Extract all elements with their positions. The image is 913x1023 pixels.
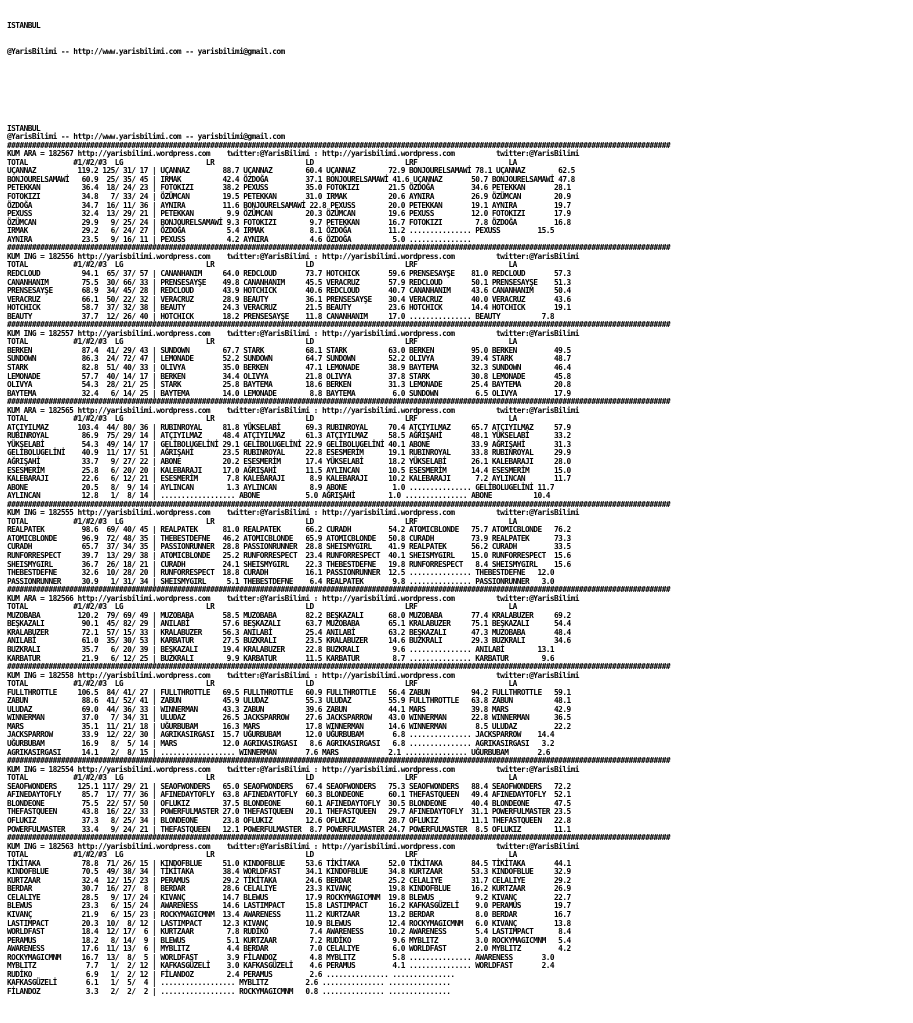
report-document xyxy=(7,5,907,1017)
spacer xyxy=(7,99,907,108)
report-line: ÖZDOĞA 34.7 16/ 11/ 36 | AYNIRA 11.6 BONJOURELSAMAWİ 22.8 PEXUSS 20.0 PETEKKAN 19.1 AYNIRA 19.7 xyxy=(7,200,571,210)
report-line: TOTAL #1/#2/#3 LG LR LD LRF LA xyxy=(7,414,517,424)
report-line: KUM ARA = 182565 http://yarisbilimi.wordpress.com twitter:@YarisBilimi : http://yarisbilimi.wordpress.com twitter:@YarisBilimi xyxy=(7,405,579,415)
report-line: ################################################################################################################################################################ xyxy=(7,833,671,843)
report-line: AĞRIŞAHİ 33.7 9/ 27/ 22 | ABONE 20.2 ESESMERİM 17.4 YÜKSELABİ 18.2 YÜKSELABİ 26.1 KALEBARAJI 28.0 xyxy=(7,456,571,466)
report-line: AYNIRA 23.5 9/ 16/ 11 | PEXUSS 4.2 AYNIRA 4.6 ÖZDOĞA 5.0 ............... xyxy=(7,234,472,244)
header-city: ISTANBUL xyxy=(7,21,41,31)
report-body xyxy=(7,125,907,997)
report-line: MYBLITZ 7.7 1/ 2/ 12 | KAFKASGÜZELİ 3.0 KAFKASGÜZELİ 4.6 PERAMUS 4.1 ............... WORLDFAST 2.4 xyxy=(7,961,555,971)
report-line: CELALIYE 28.5 9/ 17/ 24 | KIVANÇ 14.7 BLEWUS 17.9 ROCKYMAGICMNM 19.8 BLEWUS 9.2 KIVANÇ 22.7 xyxy=(7,892,571,902)
report-line: UĞURBUBAM 16.9 8/ 5/ 14 | MARS 12.0 AGRIKASIRGASI 8.6 AGRIKASIRGASI 6.8 ............... AGRIKASIRGASI 3.2 xyxy=(7,739,555,749)
report-line: IRMAK 29.2 6/ 24/ 27 | ÖZDOĞA 5.4 IRMAK 8.1 ÖZDOĞA 11.2 ............... PEXUSS 15.5 xyxy=(7,226,555,236)
report-line: PASSIONRUNNER 30.9 1/ 31/ 34 | SHEISMYGIRL 5.1 THEBESTDEFNE 6.4 REALPATEK 9.8 ............... PASSIONRUNNER 3.0 xyxy=(7,576,555,586)
report-line: RUDİKO 6.9 1/ 2/ 12 | FİLANDOZ 2.4 PERAMUS 2.6 ............... ............... xyxy=(7,969,455,979)
report-line: SUNDOWN 86.3 24/ 72/ 47 | LEMONADE 52.2 SUNDOWN 64.7 SUNDOWN 52.2 OLIVYA 39.4 STARK 48.7 xyxy=(7,354,571,364)
report-line: STARK 82.8 51/ 40/ 33 | OLIVYA 35.0 BERKEN 47.1 LEMONADE 38.9 BAYTEMA 32.3 SUNDOWN 46.4 xyxy=(7,362,571,372)
report-line: AYLINCAN 12.8 1/ 8/ 14 | .................. ABONE 5.0 AĞRIŞAHİ 1.0 ............... ABONE 10.4 xyxy=(7,491,550,501)
report-line: TOTAL #1/#2/#3 LG LR LD LRF LA xyxy=(7,157,517,167)
report-line: ULUDAZ 69.0 44/ 36/ 33 | WINNERMAN 43.3 ZABUN 39.6 ZABUN 44.1 MARS 39.8 MARS 42.9 xyxy=(7,704,571,714)
report-line: POWERFULMASTER 33.4 9/ 24/ 21 | THEFASTQUEEN 12.1 POWERFULMASTER 8.7 POWERFULMASTER 24.7 POWERFULMASTER 8.5 OFLUKIZ 11.1 xyxy=(7,824,571,834)
report-line: BLONDEONE 75.5 22/ 57/ 50 | OFLUKIZ 37.5 BLONDEONE 60.1 AFINEDAYTOFLY 30.5 BLONDEONE 40.4 BLONDEONE 47.5 xyxy=(7,798,571,808)
report-line: PEXUSS 32.4 13/ 29/ 21 | PETEKKAN 9.9 ÖZÜMCAN 20.3 ÖZÜMCAN 19.6 PEXUSS 12.0 FOTOKIZI 17.9 xyxy=(7,209,571,219)
report-line: ATOMICBLONDE 96.9 72/ 48/ 35 | THEBESTDEFNE 46.2 ATOMICBLONDE 65.9 ATOMICBLONDE 50.8 CURADH 73.9 REALPATEK 73.3 xyxy=(7,533,571,543)
report-line: OFLUKIZ 37.3 8/ 25/ 34 | BLONDEONE 23.8 OFLUKIZ 12.6 OFLUKIZ 28.7 OFLUKIZ 11.1 THEFASTQUEEN 22.8 xyxy=(7,815,571,825)
report-line: KUM ING = 182554 http://yarisbilimi.wordpress.com twitter:@YarisBilimi : http://yarisbilimi.wordpress.com twitter:@YarisBilimi xyxy=(7,764,579,774)
spacer xyxy=(7,73,907,82)
report-line: KALEBARAJI 22.6 6/ 12/ 21 | ESESMERİM 7.8 KALEBARAJI 8.9 KALEBARAJI 10.2 KALEBARAJI 7.2 AYLINCAN 11.7 xyxy=(7,474,571,484)
report-line: KUM ING = 182556 http://yarisbilimi.wordpress.com twitter:@YarisBilimi : http://yarisbilimi.wordpress.com twitter:@YarisBilimi xyxy=(7,251,579,261)
report-line: WINNERMAN 37.0 7/ 34/ 31 | ULUDAZ 26.5 JACKSPARROW 27.6 JACKSPARROW 43.0 WINNERMAN 22.8 WINNERMAN 36.5 xyxy=(7,713,571,723)
report-line: TOTAL #1/#2/#3 LG LR LD LRF LA xyxy=(7,516,517,526)
report-line: KIVANÇ 21.9 6/ 15/ 23 | ROCKYMAGICMNM 13.4 AWARENESS 11.2 KURTZAAR 13.2 BERDAR 8.0 BERDAR 16.7 xyxy=(7,909,571,919)
report-line: ################################################################################################################################################################ xyxy=(7,397,671,407)
report-line: KUM ARA = 182566 http://yarisbilimi.wordpress.com twitter:@YarisBilimi : http://yarisbilimi.wordpress.com twitter:@YarisBilimi xyxy=(7,593,579,603)
report-line: TOTAL #1/#2/#3 LG LR LD LRF LA xyxy=(7,260,517,270)
report-line: THEBESTDEFNE 32.6 10/ 28/ 20 | RUNFORRESPECT 18.8 CURADH 16.1 PASSIONRUNNER 12.5 ............... THEBESTDEFNE 12.0 xyxy=(7,568,555,578)
report-line: BEŞKAZALI 90.1 45/ 82/ 29 | ANILABİ 57.6 BEŞKAZALI 63.7 MUZOBABA 65.1 KRALABUZER 75.1 BEŞKAZALI 54.4 xyxy=(7,619,571,629)
report-line: SHEISMYGIRL 36.7 26/ 18/ 21 | CURADH 24.1 SHEISMYGIRL 22.3 THEBESTDEFNE 19.8 RUNFORRESPECT 8.4 SHEISMYGIRL 15.6 xyxy=(7,559,571,569)
report-line: VERACRUZ 66.1 50/ 22/ 32 | VERACRUZ 28.9 BEAUTY 36.1 PRENSESAYŞE 30.4 VERACRUZ 40.0 VERACRUZ 43.6 xyxy=(7,294,571,304)
report-line: GELİBOLUGELİNİ 40.9 11/ 17/ 51 | AĞRIŞAHİ 23.5 RUBINROYAL 22.8 ESESMERİM 19.1 RUBINROYAL 33.8 RUBINROYAL 29.9 xyxy=(7,448,571,458)
report-line: ATÇIYILMAZ 103.4 44/ 80/ 36 | RUBINROYAL 81.8 YÜKSELABİ 69.3 RUBINROYAL 70.4 ATÇIYILMAZ 65.7 ATÇIYILMAZ 57.9 xyxy=(7,422,571,432)
report-line: FİLANDOZ 3.3 2/ 2/ 2 | .................. ROCKYMAGICMNM 0.8 ............... ............... xyxy=(7,986,451,996)
report-line: TOTAL #1/#2/#3 LG LR LD LRF LA xyxy=(7,773,517,783)
report-line: AFINEDAYTOFLY 85.7 17/ 77/ 36 | AFINEDAYTOFLY 63.8 AFINEDAYTOFLY 60.3 BLONDEONE 60.1 THEFASTQUEEN 49.4 AFINEDAYTOFLY 52.1 xyxy=(7,790,571,800)
report-line: BERDAR 30.7 16/ 27/ 8 | BERDAR 28.6 CELALIYE 23.3 KIVANÇ 19.8 KINDOFBLUE 16.2 KURTZAAR 26.9 xyxy=(7,884,571,894)
report-line: UÇANNAZ 119.2 125/ 31/ 17 | UÇANNAZ 88.7 UÇANNAZ 60.4 UÇANNAZ 72.9 BONJOURELSAMAWİ 78.1 UÇANNAZ 62.5 xyxy=(7,166,575,176)
report-line: OLIVYA 54.3 28/ 21/ 25 | STARK 25.8 BAYTEMA 18.6 BERKEN 31.3 LEMONADE 25.4 BAYTEMA 20.8 xyxy=(7,380,571,390)
report-line: BONJOURELSAMAWİ 60.9 25/ 35/ 45 | IRMAK 42.4 ÖZDOĞA 37.1 BONJOURELSAMAWİ 41.6 UÇANNAZ 50.7 BONJOURELSAMAWİ 47.8 xyxy=(7,174,575,184)
report-line: @YarisBilimi -- http://www.yarisbilimi.com -- yarisbilimi@gmail.com xyxy=(7,132,285,142)
report-line: ################################################################################################################################################################ xyxy=(7,140,671,150)
report-line: BLEWUS 23.3 6/ 15/ 24 | AWARENESS 14.6 LASTIMPACT 15.8 LASTIMPACT 16.2 KAFKASGÜZELİ 9.0 PERAMUS 19.7 xyxy=(7,901,571,911)
report-line: ISTANBUL xyxy=(7,123,41,133)
report-line: THEFASTQUEEN 43.8 16/ 22/ 33 | POWERFULMASTER 27.0 THEFASTQUEEN 20.1 THEFASTQUEEN 29.7 AFINEDAYTOFLY 31.1 POWERFULMASTER 23.5 xyxy=(7,807,571,817)
report-line: KUM ING = 182558 http://yarisbilimi.wordpress.com twitter:@YarisBilimi : http://yarisbilimi.wordpress.com twitter:@YarisBilimi xyxy=(7,670,579,680)
report-line: LASTIMPACT 20.3 10/ 8/ 12 | LASTIMPACT 12.3 KIVANÇ 10.9 BLEWUS 12.4 ROCKYMAGICMNM 6.0 KIVANÇ 13.8 xyxy=(7,918,571,928)
report-line: HOTCHICK 58.7 37/ 32/ 38 | BEAUTY 24.3 VERACRUZ 21.5 BEAUTY 23.6 HOTCHICK 14.4 HOTCHICK 19.1 xyxy=(7,303,571,313)
report-line: KUM ING = 182557 http://yarisbilimi.wordpress.com twitter:@YarisBilimi : http://yarisbilimi.wordpress.com twitter:@YarisBilimi xyxy=(7,328,579,338)
report-line: AGRIKASIRGASI 14.1 2/ 8/ 15 | .................. WINNERMAN 7.6 MARS 2.1 ............... UĞURBUBAM 2.6 xyxy=(7,747,550,757)
report-line: TOTAL #1/#2/#3 LG LR LD LRF LA xyxy=(7,337,517,347)
report-line: BAYTEMA 32.4 6/ 14/ 25 | BAYTEMA 14.0 LEMONADE 8.8 BAYTEMA 6.0 SUNDOWN 6.5 OLIVYA 17.9 xyxy=(7,388,571,398)
report-line: KARBATUR 21.9 6/ 12/ 25 | BUZKRALI 9.9 KARBATUR 11.5 KARBATUR 8.7 ............... KARBATUR 9.6 xyxy=(7,653,555,663)
report-line: FULLTHROTTLE 106.5 84/ 41/ 27 | FULLTHROTTLE 69.5 FULLTHROTTLE 60.9 FULLTHROTTLE 56.4 ZABUN 94.2 FULLTHROTTLE 59.1 xyxy=(7,687,571,697)
report-line: BEAUTY 37.7 12/ 26/ 40 | HOTCHICK 18.2 PRENSESAYŞE 11.8 CANANHANIM 17.0 ............... BEAUTY 7.8 xyxy=(7,311,555,321)
report-line: MARS 35.1 11/ 21/ 18 | UĞURBUBAM 16.3 MARS 17.8 WINNERMAN 14.6 WINNERMAN 8.5 ULUDAZ 22.2 xyxy=(7,721,571,731)
report-line: ################################################################################################################################################################ xyxy=(7,320,671,330)
report-line: YÜKSELABİ 54.3 49/ 14/ 17 | GELİBOLUGELİNİ 29.1 GELİBOLUGELİNİ 22.9 GELİBOLUGELİNİ 40.1 ABONE 33.9 AĞRIŞAHİ 31.3 xyxy=(7,439,571,449)
report-line: ÖZÜMCAN 29.9 9/ 25/ 24 | BONJOURELSAMAWİ 9.3 FOTOKIZI 9.7 PETEKKAN 16.7 FOTOKIZI 7.8 ÖZDOĞA 16.8 xyxy=(7,217,571,227)
report-line: RUBINROYAL 86.9 75/ 29/ 14 | ATÇIYILMAZ 48.4 ATÇIYILMAZ 61.3 ATÇIYILMAZ 58.5 AĞRIŞAHİ 48.1 YÜKSELABİ 33.2 xyxy=(7,431,571,441)
report-line: PETEKKAN 36.4 18/ 24/ 23 | FOTOKIZI 38.2 PEXUSS 35.0 FOTOKIZI 21.5 ÖZDOĞA 34.6 PETEKKAN 28.1 xyxy=(7,183,571,193)
report-line: ABONE 20.5 8/ 9/ 14 | AYLINCAN 1.3 AYLINCAN 8.9 ABONE 1.0 ............... GELİBOLUGELİNİ 11.7 xyxy=(7,482,555,492)
report-line: WORLDFAST 18.4 12/ 17/ 6 | KURTZAAR 7.8 RUDİKO 7.4 AWARENESS 10.2 AWARENESS 5.4 LASTIMPACT 8.4 xyxy=(7,927,571,937)
report-line: KUM ING = 182555 http://yarisbilimi.wordpress.com twitter:@YarisBilimi : http://yarisbilimi.wordpress.com twitter:@YarisBilimi xyxy=(7,508,579,518)
report-line: KURTZAAR 32.4 12/ 15/ 23 | PERAMUS 29.2 TİKİTAKA 24.6 BERDAR 25.2 CELALIYE 31.7 CELALIYE 29.2 xyxy=(7,875,571,885)
report-line: MUZOBABA 120.2 79/ 69/ 49 | MUZOBABA 58.5 MUZOBABA 82.2 BEŞKAZALI 68.0 MUZOBABA 77.4 KRALABUZER 69.2 xyxy=(7,610,571,620)
report-line: FOTOKIZI 34.8 7/ 33/ 24 | ÖZÜMCAN 19.5 PETEKKAN 31.0 IRMAK 20.6 AYNIRA 26.9 ÖZÜMCAN 20.9 xyxy=(7,192,571,202)
report-line: KAFKASGÜZELİ 6.1 1/ 5/ 4 | .................. MYBLITZ 2.6 ............... ............... xyxy=(7,978,451,988)
header-contact: @YarisBilimi -- http://www.yarisbilimi.com -- yarisbilimi@gmail.com xyxy=(7,46,285,56)
report-line: BERKEN 87.4 41/ 29/ 43 | SUNDOWN 67.7 STARK 68.1 STARK 63.0 BERKEN 95.0 BERKEN 49.5 xyxy=(7,345,571,355)
report-line: CURADH 65.7 37/ 34/ 35 | PASSIONRUNNER 28.8 PASSIONRUNNER 28.8 SHEISMYGIRL 41.9 REALPATEK 56.2 CURADH 33.5 xyxy=(7,542,571,552)
report-line: ################################################################################################################################################################ xyxy=(7,243,671,253)
report-line: ################################################################################################################################################################ xyxy=(7,756,671,766)
report-line: RUNFORRESPECT 39.7 13/ 29/ 38 | ATOMICBLONDE 25.2 RUNFORRESPECT 23.4 RUNFORRESPECT 40.1 SHEISMYGIRL 15.0 RUNFORRESPECT 15.6 xyxy=(7,551,571,560)
report-line: TOTAL #1/#2/#3 LG LR LD LRF LA xyxy=(7,850,517,860)
report-line: LEMONADE 57.7 40/ 14/ 17 | BERKEN 34.4 OLIVYA 21.8 OLIVYA 37.8 STARK 30.8 LEMONADE 45.8 xyxy=(7,371,571,381)
report-line: ESESMERİM 25.8 6/ 20/ 20 | KALEBARAJI 17.0 AĞRIŞAHİ 11.5 AYLINCAN 10.5 ESESMERİM 14.4 ESESMERİM 15.0 xyxy=(7,465,571,475)
report-line: TOTAL #1/#2/#3 LG LR LD LRF LA xyxy=(7,679,517,689)
report-line: CANANHANIM 75.5 30/ 66/ 33 | PRENSESAYŞE 49.8 CANANHANIM 45.5 VERACRUZ 57.9 REDCLOUD 50.1 PRENSESAYŞE 51.3 xyxy=(7,277,571,287)
report-line: TOTAL #1/#2/#3 LG LR LD LRF LA xyxy=(7,602,517,612)
report-line: SEAOFWONDERS 125.1 117/ 29/ 21 | SEAOFWONDERS 65.0 SEAOFWONDERS 67.4 SEAOFWONDERS 75.3 SEAOFWONDERS 88.4 SEAOFWONDERS 72.2 xyxy=(7,781,571,791)
report-line: KUM ARA = 182567 http://yarisbilimi.wordpress.com twitter:@YarisBilimi : http://yarisbilimi.wordpress.com twitter:@YarisBilimi xyxy=(7,149,579,159)
report-line: PRENSESAYŞE 68.9 34/ 45/ 28 | REDCLOUD 43.9 HOTCHICK 40.6 REDCLOUD 40.7 CANANHANIM 43.6 CANANHANIM 50.4 xyxy=(7,286,571,296)
report-line: REDCLOUD 94.1 65/ 37/ 57 | CANANHANIM 64.0 REDCLOUD 73.7 HOTCHICK 59.6 PRENSESAYŞE 81.0 REDCLOUD 57.3 xyxy=(7,268,571,278)
report-line: TİKİTAKA 78.8 71/ 26/ 15 | KINDOFBLUE 51.0 KINDOFBLUE 53.6 TİKİTAKA 52.0 TİKİTAKA 84.5 TİKİTAKA 44.1 xyxy=(7,858,571,868)
report-line: PERAMUS 18.2 8/ 14/ 9 | BLEWUS 5.1 KURTZAAR 7.2 RUDİKO 9.6 MYBLITZ 3.0 ROCKYMAGICMNM 5.4 xyxy=(7,935,571,945)
report-line: BUZKRALI 35.7 6/ 20/ 39 | BEŞKAZALI 19.4 KRALABUZER 22.8 BUZKRALI 9.6 ............... ANILABİ 13.1 xyxy=(7,645,555,655)
report-line: KUM ING = 182563 http://yarisbilimi.wordpress.com twitter:@YarisBilimi : http://yarisbilimi.wordpress.com twitter:@YarisBilimi xyxy=(7,841,579,851)
report-line: ################################################################################################################################################################ xyxy=(7,585,671,595)
report-line: ZABUN 88.6 41/ 52/ 41 | ZABUN 45.9 ULUDAZ 55.3 ULUDAZ 55.9 FULLTHROTTLE 63.8 ZABUN 48.1 xyxy=(7,696,571,706)
report-line: AWARENESS 17.6 11/ 13/ 6 | MYBLITZ 4.4 BERDAR 7.0 CELALIYE 6.0 WORLDFAST 2.0 MYBLITZ 4.2 xyxy=(7,944,571,954)
report-line: ROCKYMAGICMNM 16.7 13/ 8/ 5 | WORLDFAST 3.9 FİLANDOZ 4.8 MYBLITZ 5.8 ............... AWARENESS 3.0 xyxy=(7,952,555,962)
report-line: ################################################################################################################################################################ xyxy=(7,499,671,509)
report-line: ANILABİ 61.0 35/ 30/ 53 | KARBATUR 27.5 BUZKRALI 23.5 KRALABUZER 14.6 BUZKRALI 29.3 BUZKRALI 34.6 xyxy=(7,636,571,646)
report-line: KINDOFBLUE 70.5 49/ 38/ 34 | TİKİTAKA 38.4 WORLDFAST 34.1 KINDOFBLUE 34.8 KURTZAAR 53.3 KINDOFBLUE 32.9 xyxy=(7,867,571,877)
report-line: KRALABUZER 72.1 57/ 15/ 33 | KRALABUZER 56.3 ANILABİ 25.4 ANILABİ 63.2 BEŞKAZALI 47.3 MUZOBABA 48.4 xyxy=(7,627,571,637)
report-line: ################################################################################################################################################################ xyxy=(7,662,671,672)
report-line: JACKSPARROW 33.9 12/ 22/ 30 | AGRIKASIRGASI 15.7 UĞURBUBAM 12.0 UĞURBUBAM 6.8 ............... JACKSPARROW 14.4 xyxy=(7,730,555,740)
report-line: REALPATEK 98.6 69/ 40/ 45 | REALPATEK 81.0 REALPATEK 66.2 CURADH 54.2 ATOMICBLONDE 75.7 ATOMICBLONDE 76.2 xyxy=(7,525,571,535)
